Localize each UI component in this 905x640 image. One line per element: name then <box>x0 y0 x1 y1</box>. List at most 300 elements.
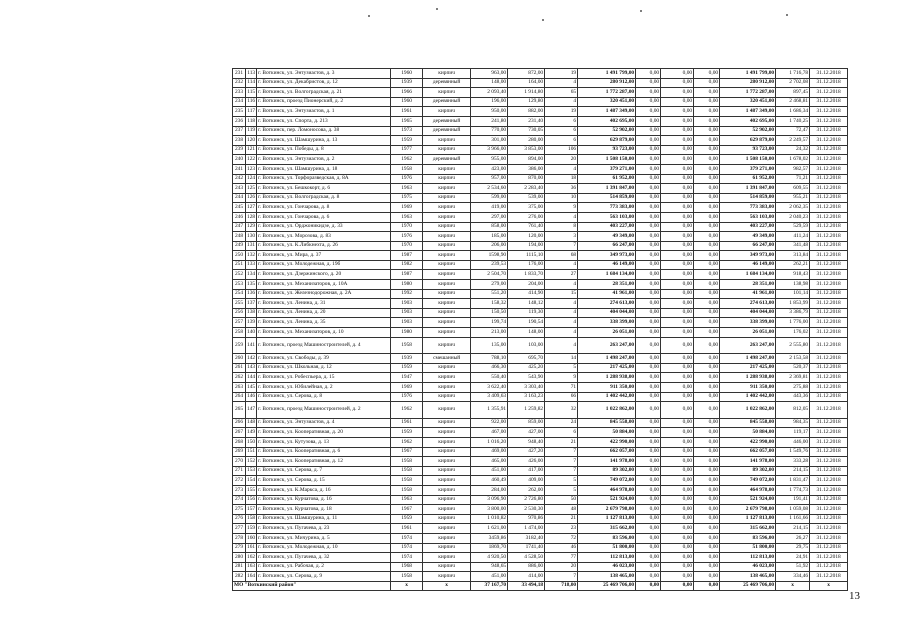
table-cell: 121 <box>246 145 257 155</box>
table-cell: 0,00 <box>661 88 694 98</box>
table-cell: 464 978,00 <box>720 485 776 495</box>
table-cell: 3 966,00 <box>471 145 508 155</box>
table-cell: 0,00 <box>661 485 694 495</box>
table-cell: 466,30 <box>471 363 508 373</box>
table-cell: 140 <box>246 328 257 338</box>
table-cell: 0,00 <box>636 447 661 457</box>
table-cell: 31.12.2018 <box>810 514 848 524</box>
housing-table <box>232 68 848 591</box>
table-cell: кирпич <box>423 524 471 534</box>
table-cell: 749 072,00 <box>578 476 636 486</box>
table-cell: 0,00 <box>694 418 720 428</box>
table-cell: 4 <box>545 164 578 174</box>
table-cell: 0,00 <box>636 354 661 364</box>
table-cell: г. Воткинск, ул. Свободы, д. 39 <box>257 354 391 364</box>
table-cell: 7 <box>545 572 578 582</box>
table-cell: 0,00 <box>636 69 661 79</box>
table-cell: г. Воткинск, ул. Мира, д. 37 <box>257 251 391 261</box>
table-cell: 9 <box>545 203 578 213</box>
table-cell: 1987 <box>391 251 423 261</box>
table-cell: 31.12.2018 <box>810 270 848 280</box>
table-cell: 149 <box>246 428 257 438</box>
table-cell: 5 <box>545 363 578 373</box>
table-cell: 31.12.2018 <box>810 383 848 393</box>
table-cell: 0,00 <box>661 232 694 242</box>
table-cell: 341,48 <box>776 241 810 251</box>
table-cell: 241,80 <box>471 116 508 126</box>
table-cell: 1958 <box>391 485 423 495</box>
table-cell: 521 924,00 <box>720 495 776 505</box>
table-cell: 1 914,80 <box>508 88 545 98</box>
table-cell: 0,00 <box>661 572 694 582</box>
table-row <box>233 363 848 373</box>
table-cell: кирпич <box>423 184 471 194</box>
table-cell: 72 <box>545 533 578 543</box>
table-cell: 141 978,00 <box>578 457 636 467</box>
table-cell: 31.12.2018 <box>810 466 848 476</box>
table-cell: 446,00 <box>776 437 810 447</box>
table-cell: 886,00 <box>508 562 545 572</box>
table-cell: 1958 <box>391 457 423 467</box>
table-cell: 31.12.2018 <box>810 328 848 338</box>
table-cell: 539,00 <box>508 193 545 203</box>
table-cell: г. Воткинск, ул. Морозова, д. 83 <box>257 232 391 242</box>
table-row <box>233 289 848 299</box>
table-row <box>233 155 848 165</box>
table-cell: 1987 <box>391 270 423 280</box>
table-cell: 419,00 <box>471 203 508 213</box>
table-cell: 31.12.2018 <box>810 174 848 184</box>
table-cell: 199,74 <box>471 318 508 328</box>
table-cell: 46 023,00 <box>720 562 776 572</box>
table-cell: 0,00 <box>636 337 661 354</box>
table-cell: 48 <box>545 505 578 515</box>
table-cell: 263 247,00 <box>720 337 776 354</box>
table-cell: 1966 <box>391 88 423 98</box>
table-cell: 32 <box>545 402 578 419</box>
table-cell: 386,00 <box>508 164 545 174</box>
table-cell: 427,00 <box>508 428 545 438</box>
table-cell: 870,00 <box>508 174 545 184</box>
table-cell: 0,00 <box>636 402 661 419</box>
table-cell: 3 163,23 <box>508 392 545 402</box>
table-cell: 0,00 <box>661 553 694 563</box>
table-cell: 31.12.2018 <box>810 136 848 146</box>
table-cell: 0,00 <box>636 572 661 582</box>
table-cell: 2 283,40 <box>508 184 545 194</box>
table-cell: 3182,40 <box>508 533 545 543</box>
table-cell: г. Воткинск, ул. Кооперативная, д. 12 <box>257 457 391 467</box>
table-cell: 4 <box>545 97 578 107</box>
table-cell: 0,00 <box>694 543 720 553</box>
table-cell: 272 <box>233 476 246 486</box>
table-cell: 0,00 <box>694 457 720 467</box>
table-cell: г. Воткинск, ул. Кутузова, д. 13 <box>257 437 391 447</box>
table-cell: 138 465,00 <box>578 572 636 582</box>
table-cell: кирпич <box>423 318 471 328</box>
table-cell: 112 813,00 <box>720 553 776 563</box>
table-cell: 31.12.2018 <box>810 337 848 354</box>
table-cell: 261 <box>233 363 246 373</box>
table-cell: 164,00 <box>508 78 545 88</box>
table-cell: 0,00 <box>694 97 720 107</box>
table-cell: 0,00 <box>694 107 720 117</box>
table-cell: 1 833,70 <box>508 270 545 280</box>
table-cell: 52 902,00 <box>578 126 636 136</box>
table-cell: кирпич <box>423 437 471 447</box>
table-cell: 414,00 <box>508 572 545 582</box>
table-row <box>233 418 848 428</box>
table-cell: 264 <box>233 392 246 402</box>
table-row <box>233 280 848 290</box>
table-cell: 120,00 <box>508 232 545 242</box>
table-cell: деревянный <box>423 97 471 107</box>
table-cell: 1968 <box>391 562 423 572</box>
table-cell: 137 <box>246 299 257 309</box>
table-cell: 788,10 <box>471 354 508 364</box>
table-cell: 61 952,00 <box>720 174 776 184</box>
table-cell: г. Воткинск, ул. Шамшурина, д. 11 <box>257 514 391 524</box>
table-cell: 1 127 813,00 <box>720 514 776 524</box>
table-cell: кирпич <box>423 572 471 582</box>
table-cell: 2 249,57 <box>776 136 810 146</box>
table-cell: 0,00 <box>694 251 720 261</box>
table-cell: 0,00 <box>661 428 694 438</box>
table-cell: г. Воткинск, ул. Победы, д. 8 <box>257 145 391 155</box>
table-cell: 0,00 <box>636 533 661 543</box>
total-cell: 25 469 706,00 <box>578 581 636 591</box>
table-cell: кирпич <box>423 495 471 505</box>
scan-dot <box>786 14 788 16</box>
table-cell: 162 <box>246 553 257 563</box>
table-cell: 279 <box>233 543 246 553</box>
table-cell: 31.12.2018 <box>810 457 848 467</box>
table-cell: 1 487 349,00 <box>720 107 776 117</box>
table-cell: 31.12.2018 <box>810 447 848 457</box>
table-cell: 563 103,00 <box>720 212 776 222</box>
table-cell: 83 596,00 <box>720 533 776 543</box>
table-cell: 24,32 <box>776 145 810 155</box>
table-cell: 0,00 <box>661 447 694 457</box>
table-cell: 315 662,00 <box>720 524 776 534</box>
table-cell: 0,00 <box>636 299 661 309</box>
table-cell: 730,05 <box>508 126 545 136</box>
table-cell: кирпич <box>423 363 471 373</box>
table-cell: 0,00 <box>636 485 661 495</box>
table-cell: 49 349,00 <box>578 232 636 242</box>
table-cell: 31.12.2018 <box>810 505 848 515</box>
table-cell: 89 302,00 <box>578 466 636 476</box>
table-cell: 970,86 <box>508 514 545 524</box>
table-cell: 157 <box>246 505 257 515</box>
table-cell: 123 <box>246 164 257 174</box>
table-cell: 0,00 <box>661 373 694 383</box>
table-cell: 0,00 <box>694 232 720 242</box>
table-cell: 1741,40 <box>508 543 545 553</box>
table-cell: кирпич <box>423 562 471 572</box>
table-cell: 0,00 <box>636 136 661 146</box>
table-cell: 599,00 <box>471 193 508 203</box>
table-cell: 132 <box>246 251 257 261</box>
table-cell: 1115,10 <box>508 251 545 261</box>
table-cell: кирпич <box>423 136 471 146</box>
table-cell: 0,00 <box>661 562 694 572</box>
table-cell: 77 <box>545 553 578 563</box>
table-cell: 2 534,60 <box>471 184 508 194</box>
table-cell: 0,00 <box>694 373 720 383</box>
table-cell: 31.12.2018 <box>810 318 848 328</box>
table-cell: 255 <box>233 299 246 309</box>
table-row <box>233 222 848 232</box>
table-cell: г. Воткинск, ул. Ленина, д. 31 <box>257 299 391 309</box>
table-cell: 93 723,00 <box>578 145 636 155</box>
table-row <box>233 514 848 524</box>
table-cell: 0,00 <box>694 193 720 203</box>
table-cell: 0,00 <box>694 402 720 419</box>
table-cell: 0,00 <box>694 437 720 447</box>
table-cell: 1947 <box>391 373 423 383</box>
table-cell: 185,00 <box>471 232 508 242</box>
table-cell: 31.12.2018 <box>810 543 848 553</box>
table-cell: 0,00 <box>661 126 694 136</box>
table-cell: 119,30 <box>508 308 545 318</box>
table-cell: 0,00 <box>694 145 720 155</box>
table-cell: 609,55 <box>776 184 810 194</box>
table-cell: 520,37 <box>776 363 810 373</box>
table-cell: 662 057,00 <box>720 447 776 457</box>
table-cell: 338 399,00 <box>720 318 776 328</box>
table-cell: кирпич <box>423 447 471 457</box>
table-cell: 426,00 <box>508 457 545 467</box>
table-cell: 217 425,00 <box>720 363 776 373</box>
table-cell: 133 <box>246 260 257 270</box>
table-cell: 194,00 <box>508 241 545 251</box>
table-cell: г. Воткинск, ул. Механизаторов, д. 10А <box>257 280 391 290</box>
table-cell: 334,46 <box>776 572 810 582</box>
table-cell: 231 <box>233 69 246 79</box>
table-cell: 0,00 <box>636 155 661 165</box>
table-cell: кирпич <box>423 485 471 495</box>
table-cell: 1982 <box>391 260 423 270</box>
table-cell: 845 558,00 <box>720 418 776 428</box>
table-cell: 1 508 150,00 <box>720 155 776 165</box>
table-row <box>233 428 848 438</box>
table-cell: 443,36 <box>776 392 810 402</box>
table-cell: 1974 <box>391 533 423 543</box>
table-cell: 1903 <box>391 299 423 309</box>
table-cell: 1 498 247,00 <box>720 354 776 364</box>
table-cell: 1959 <box>391 514 423 524</box>
table-cell: 31.12.2018 <box>810 97 848 107</box>
table-row <box>233 212 848 222</box>
table-cell: 1960 <box>391 69 423 79</box>
table-cell: 0,00 <box>661 69 694 79</box>
table-cell: 338 399,00 <box>578 318 636 328</box>
total-cell: 0,00 <box>694 581 720 591</box>
table-cell: 950,00 <box>471 107 508 117</box>
table-cell: 270 <box>233 457 246 467</box>
table-cell: 858,00 <box>471 222 508 232</box>
table-cell: 141 <box>246 337 257 354</box>
table-cell: 1 355,91 <box>471 402 508 419</box>
table-cell: 120 <box>246 136 257 146</box>
table-cell: 232 <box>233 78 246 88</box>
table-cell: 14 <box>545 354 578 364</box>
table-cell: г. Воткинск, ул. К.Маркса, д. 16 <box>257 485 391 495</box>
table-cell: 0,00 <box>694 383 720 393</box>
table-cell: 0,00 <box>636 280 661 290</box>
table-row <box>233 505 848 515</box>
table-cell: 234 <box>233 97 246 107</box>
table-cell: г. Воткинск, ул. Энтузиастов, д. 3 <box>257 69 391 79</box>
total-cell: 0,00 <box>661 581 694 591</box>
table-cell: 24 <box>545 418 578 428</box>
table-cell: 465,00 <box>471 457 508 467</box>
table-cell: 239 <box>233 145 246 155</box>
table-cell: 1963 <box>391 184 423 194</box>
table-cell: 948,65 <box>471 562 508 572</box>
table-cell: 251 <box>233 260 246 270</box>
table-cell: 252 <box>233 270 246 280</box>
table-cell: кирпич <box>423 145 471 155</box>
table-cell: 246 <box>233 212 246 222</box>
table-cell: 982,57 <box>776 164 810 174</box>
table-cell: 29,75 <box>776 543 810 553</box>
table-cell: г. Воткинск, ул. Дзержинского, д. 20 <box>257 270 391 280</box>
table-cell: 1 161,66 <box>776 514 810 524</box>
scan-dot <box>436 8 438 10</box>
table-cell: 0,00 <box>636 514 661 524</box>
table-cell: 129 <box>246 222 257 232</box>
table-cell: 984,35 <box>776 418 810 428</box>
table-cell: 239,53 <box>471 260 508 270</box>
total-cell: 0,00 <box>636 581 661 591</box>
table-cell: 0,00 <box>636 270 661 280</box>
table-cell: 1961 <box>391 107 423 117</box>
table-cell: г. Воткинск, ул. Робеспьера, д. 15 <box>257 373 391 383</box>
table-cell: 1963 <box>391 495 423 505</box>
table-cell: 0,00 <box>661 363 694 373</box>
table-cell: 1903 <box>391 308 423 318</box>
table-cell: кирпич <box>423 203 471 213</box>
table-cell: 31.12.2018 <box>810 495 848 505</box>
table-cell: 0,00 <box>636 212 661 222</box>
table-row <box>233 383 848 393</box>
table-cell: 176,00 <box>508 260 545 270</box>
table-cell: 1959 <box>391 136 423 146</box>
table-cell: 135 <box>246 280 257 290</box>
table-cell: 115 <box>246 88 257 98</box>
table-cell: 274 613,00 <box>578 299 636 309</box>
table-row <box>233 136 848 146</box>
table-cell: 262,21 <box>776 260 810 270</box>
table-cell: 0,00 <box>694 136 720 146</box>
table-cell: 0,00 <box>694 363 720 373</box>
table-cell: 5 <box>545 485 578 495</box>
table-cell: 2 555,80 <box>776 337 810 354</box>
table-cell: 0,00 <box>636 203 661 213</box>
table-cell: 0,00 <box>661 299 694 309</box>
table-cell: г. Воткинск, ул. Рабочая, д. 2 <box>257 562 391 572</box>
table-cell: 6 <box>545 428 578 438</box>
table-cell: 403 227,00 <box>578 222 636 232</box>
table-cell: 138,98 <box>776 280 810 290</box>
table-cell: 0,00 <box>636 260 661 270</box>
table-cell: 254 <box>233 289 246 299</box>
table-cell: 0,00 <box>661 533 694 543</box>
table-cell: 1 772 287,00 <box>720 88 776 98</box>
table-cell: 101,14 <box>776 289 810 299</box>
table-cell: 333,28 <box>776 457 810 467</box>
table-cell: 31.12.2018 <box>810 232 848 242</box>
table-cell: 0,00 <box>661 184 694 194</box>
scan-dot <box>542 19 544 21</box>
table-row <box>233 107 848 117</box>
table-cell: 119 <box>246 126 257 136</box>
table-cell: 31.12.2018 <box>810 524 848 534</box>
table-cell: 320 451,00 <box>720 97 776 107</box>
table-cell: 1958 <box>391 572 423 582</box>
table-cell: 0,00 <box>636 126 661 136</box>
table-row <box>233 174 848 184</box>
table-cell: 148 <box>246 418 257 428</box>
table-cell: г. Воткинск, ул. Шамшурина, д. 13 <box>257 136 391 146</box>
table-cell: 1962 <box>391 437 423 447</box>
table-cell: 0,00 <box>694 280 720 290</box>
table-cell: 237 <box>233 126 246 136</box>
table-cell: 773 383,00 <box>578 203 636 213</box>
table-cell: 1970 <box>391 241 423 251</box>
table-cell: 0,00 <box>636 289 661 299</box>
table-cell: 414,90 <box>508 289 545 299</box>
table-cell: 1976 <box>391 174 423 184</box>
table-row <box>233 466 848 476</box>
table-cell: 19 <box>545 107 578 117</box>
table-cell: 0,00 <box>694 308 720 318</box>
table-cell: 0,00 <box>694 212 720 222</box>
table-cell: 2 530,30 <box>508 505 545 515</box>
table-cell: 1969 <box>391 203 423 213</box>
table-cell: кирпич <box>423 505 471 515</box>
table-row <box>233 337 848 354</box>
table-cell: 1 508 150,00 <box>578 155 636 165</box>
table-cell: 845 558,00 <box>578 418 636 428</box>
table-cell: 1 853,99 <box>776 299 810 309</box>
table-cell: 6 <box>545 116 578 126</box>
table-row <box>233 402 848 419</box>
table-cell: 2 040,23 <box>776 212 810 222</box>
table-cell: 31.12.2018 <box>810 485 848 495</box>
table-cell: 125 <box>246 184 257 194</box>
table-cell: 0,00 <box>694 533 720 543</box>
table-cell: 31.12.2018 <box>810 260 848 270</box>
table-cell: 0,00 <box>694 514 720 524</box>
table-cell: 894,00 <box>508 155 545 165</box>
table-cell: 31.12.2018 <box>810 212 848 222</box>
table-cell: 145 <box>246 383 257 393</box>
table-cell: 131 <box>246 241 257 251</box>
table-cell: кирпич <box>423 402 471 419</box>
table-cell: 31.12.2018 <box>810 533 848 543</box>
table-cell: 118 <box>246 116 257 126</box>
table-cell: кирпич <box>423 418 471 428</box>
table-cell: смешанный <box>423 354 471 364</box>
table-cell: 7 <box>545 457 578 467</box>
table-cell: 1961 <box>391 418 423 428</box>
table-cell: 1963 <box>391 212 423 222</box>
table-cell: 0,00 <box>661 251 694 261</box>
table-cell: деревянный <box>423 78 471 88</box>
